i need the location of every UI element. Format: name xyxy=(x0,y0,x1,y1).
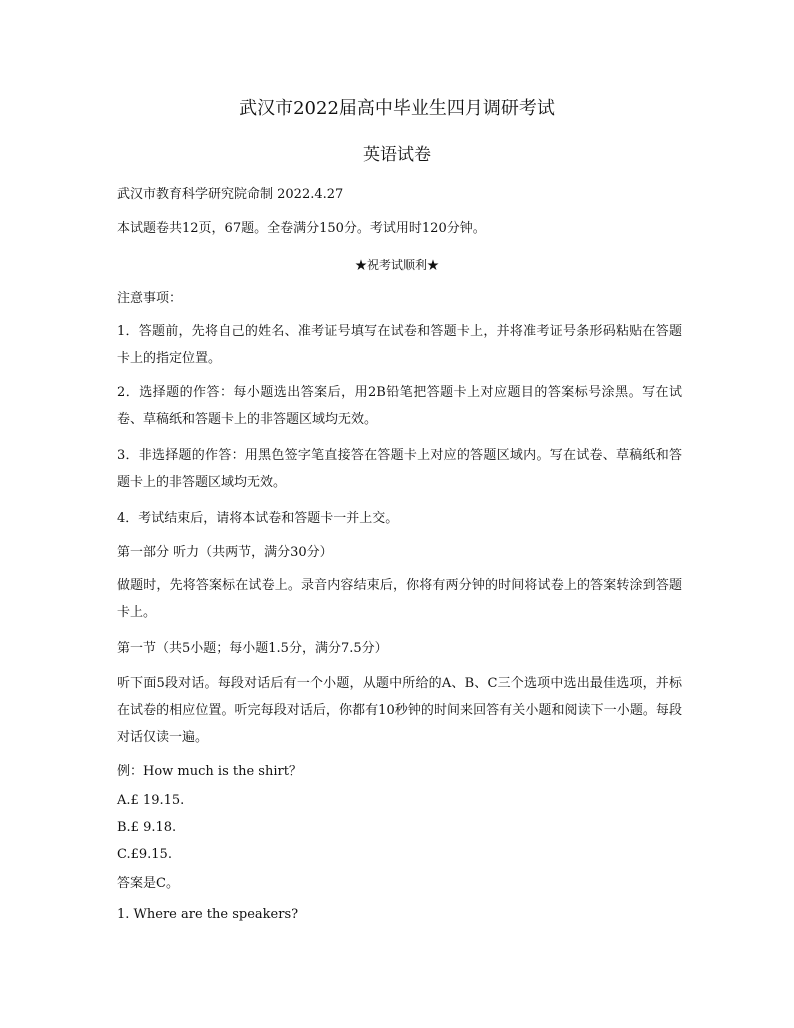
example-option-a: A.£ 19.15. xyxy=(117,793,185,808)
exam-source: 武汉市教育科学研究院命制 2022.4.27 xyxy=(117,187,344,202)
exam-subtitle: 英语试卷 xyxy=(363,145,431,165)
good-luck-text: ★祝考试顺利★ xyxy=(354,258,439,272)
notice-item-1: 1．答题前，先将自己的姓名、准考证号填写在试卷和答题卡上，并将准考证号条形码粘贴在答题卡上的指定位置。 xyxy=(117,324,682,366)
notice-item-4: 4．考试结束后，请将本试卷和答题卡一并上交。 xyxy=(117,511,399,526)
example-answer: 答案是C。 xyxy=(117,876,179,891)
exam-title: 武汉市2022届高中毕业生四月调研考试 xyxy=(239,98,555,119)
section1-heading: 第一节（共5小题；每小题1.5分，满分7.5分） xyxy=(117,641,388,656)
example-question: 例：How much is the shirt？ xyxy=(117,764,302,779)
part1-instructions: 做题时，先将答案标在试卷上。录音内容结束后，你将有两分钟的时间将试卷上的答案转涂到答题卡上。 xyxy=(117,578,682,620)
example-option-b: B.£ 9.18. xyxy=(117,820,177,835)
section1-instructions: 听下面5段对话。每段对话后有一个小题，从题中所给的A、B、C三个选项中选出最佳选项，并标在试卷的相应位置。听完每段对话后，你都有10秒钟的时间来回答有关小题和阅读下一小题。每段对话仅读一遍。 xyxy=(117,676,682,745)
example-option-c: C.£9.15. xyxy=(117,847,172,862)
question-1: 1. Where are the speakers? xyxy=(117,907,299,922)
exam-summary: 本试题卷共12页，67题。全卷满分150分。考试用时120分钟。 xyxy=(117,221,486,236)
notice-item-3: 3．非选择题的作答：用黑色签字笔直接答在答题卡上对应的答题区域内。写在试卷、草稿纸和答题卡上的非答题区域均无效。 xyxy=(117,448,682,490)
notice-heading: 注意事项： xyxy=(117,291,183,306)
notice-item-2: 2．选择题的作答：每小题选出答案后，用2B铅笔把答题卡上对应题目的答案标号涂黑。写在试卷、草稿纸和答题卡上的非答题区域均无效。 xyxy=(117,385,682,427)
part1-heading: 第一部分 听力（共两节，满分30分） xyxy=(117,545,333,560)
